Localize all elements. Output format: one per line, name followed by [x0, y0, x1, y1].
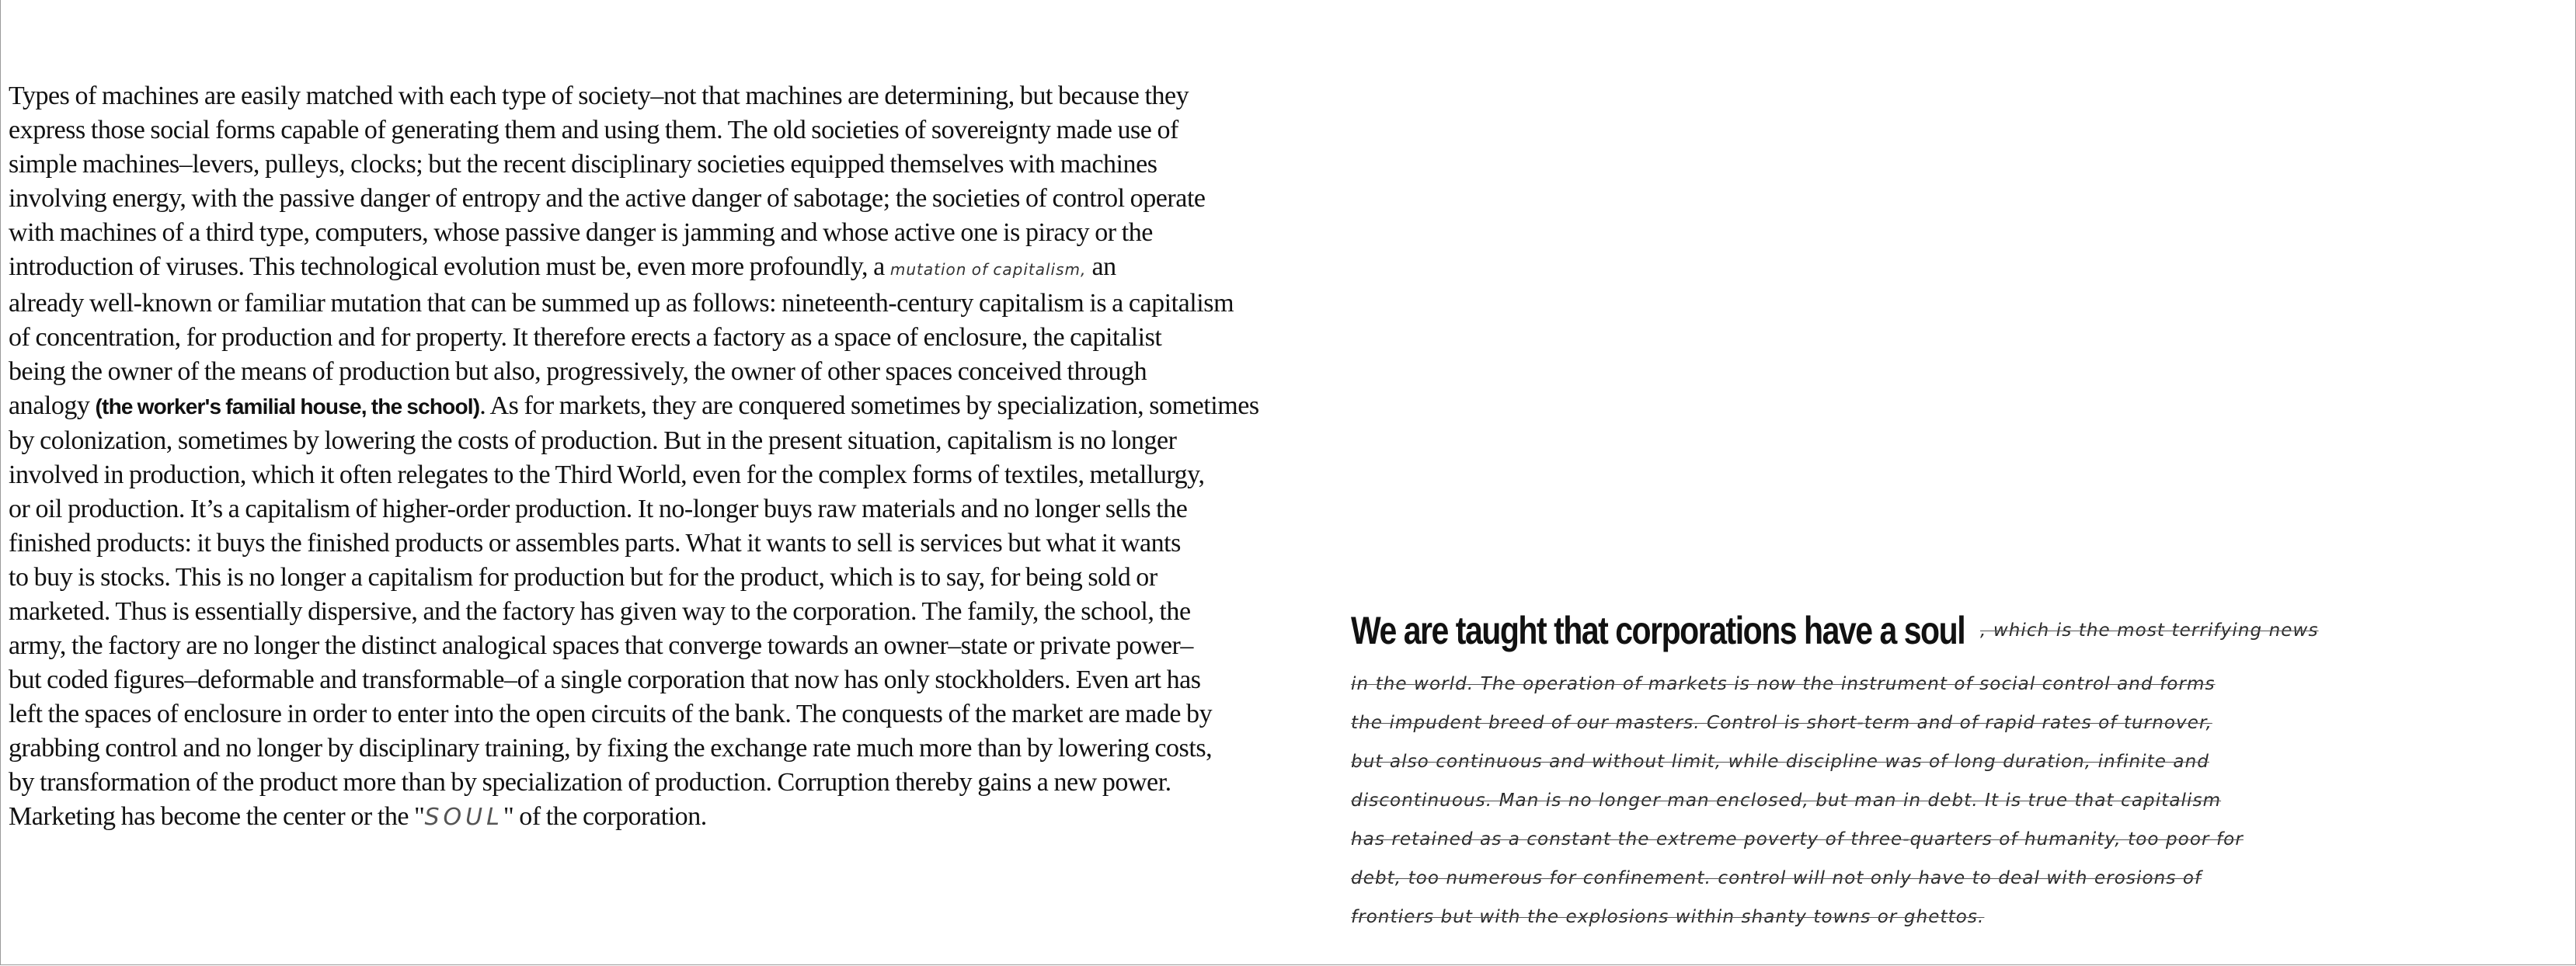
text-line-1: Types of machines are easily matched with each type of society–not that machines are determining, but because they: [9, 82, 1189, 110]
text-line-6-end: an: [1086, 252, 1116, 281]
text-line-6: [9, 250, 1298, 287]
text-line-12: involved in production, which it often relegates to the Third World, even for the complex forms of textiles, metallurgy,: [9, 460, 1205, 489]
text-line-11: by colonization, sometimes by lowering the costs of production. But in the present situation, capitalism is no longer: [9, 426, 1177, 455]
text-line-19: left the spaces of enclosure in order to enter into the open circuits of the bank. The conquests of the market are made by: [9, 700, 1213, 728]
text-line-17: army, the factory are no longer the distinct analogical spaces that converge towards an owner–state or private power–: [9, 631, 1193, 660]
bold-parenthetical: (the worker's familial house, the school): [95, 394, 480, 419]
text-line-16: marketed. Thus is essentially dispersive, and the factory has given way to the corporation. The family, the school, the: [9, 597, 1191, 626]
handwritten-line-1: in the world. The operation of markets is now the instrument of social control and forms: [1351, 674, 2216, 694]
text-line-10-start: analogy: [9, 391, 96, 420]
handwritten-line-2: the impudent breed of our masters. Control is short-term and of rapid rates of turnover,: [1351, 713, 2212, 733]
spacer: [1351, 655, 2438, 665]
handwritten-soul-word: SOUL: [424, 804, 503, 831]
handwritten-line-7: frontiers but with the explosions within shanty towns or ghettos.: [1351, 907, 1985, 927]
text-line-22-end: " of the corporation.: [503, 802, 707, 831]
handwritten-headline-tail: , which is the most terrifying news: [1980, 620, 2319, 641]
text-line-10-end: . As for markets, they are conquered sometimes by specialization, sometimes: [479, 391, 1259, 420]
text-line-3: simple machines–levers, pulleys, clocks; but the recent disciplinary societies equipped themselves with machines: [9, 150, 1157, 179]
text-line-9: being the owner of the means of production but also, progressively, the owner of other spaces conceived through: [9, 357, 1147, 386]
headline-row: [1351, 606, 2438, 655]
handwritten-line-6: debt, too numerous for confinement. control will not only have to deal with erosions of: [1351, 868, 2202, 888]
handwritten-line-3: but also continuous and without limit, while discipline was of long duration, infinite and: [1351, 752, 2209, 772]
text-line-2: express those social forms capable of generating them and using them. The old societies of sovereignty made use of: [9, 116, 1178, 144]
text-line-8: of concentration, for production and for property. It therefore erects a factory as a space of enclosure, the capitalist: [9, 323, 1162, 352]
text-line-22: [9, 800, 1298, 835]
handwritten-mutation-phrase: mutation of capitalism,: [889, 260, 1087, 279]
handwritten-line-4: discontinuous. Man is no longer man enclosed, but man in debt. It is true that capitalism: [1351, 791, 2222, 811]
text-line-4: involving energy, with the passive danger of entropy and the active danger of sabotage; the societies of control operate: [9, 184, 1206, 213]
left-text-column: [9, 79, 1298, 835]
text-line-7: already well-known or familiar mutation that can be summed up as follows: nineteenth-century capitalism is a capitalism: [9, 289, 1234, 318]
text-line-21: by transformation of the product more than by specialization of production. Corruption thereby gains a new power.: [9, 768, 1171, 797]
headline: We are taught that corporations have a soul: [1351, 609, 1965, 652]
text-line-18: but coded figures–deformable and transformable–of a single corporation that now has only stockholders. Even art has: [9, 665, 1201, 694]
text-line-14: finished products: it buys the finished products or assembles parts. What it wants to sell is services but what it wants: [9, 529, 1181, 558]
text-line-20: grabbing control and no longer by disciplinary training, by fixing the exchange rate much more than by lowering costs,: [9, 734, 1213, 763]
text-line-22-start: Marketing has become the center or the ": [9, 802, 425, 831]
text-line-10: [9, 389, 1298, 424]
text-line-15: to buy is stocks. This is no longer a capitalism for production but for the product, which is to say, for being sold or: [9, 563, 1157, 592]
text-line-13: or oil production. It’s a capitalism of higher-order production. It no-longer buys raw materials and no longer sells the: [9, 495, 1188, 523]
text-line-5: with machines of a third type, computers, whose passive danger is jamming and whose active one is piracy or the: [9, 218, 1153, 247]
text-line-6-start: introduction of viruses. This technological evolution must be, even more profoundly, a: [9, 252, 890, 281]
handwritten-line-5: has retained as a constant the extreme poverty of three-quarters of humanity, too poor for: [1351, 829, 2244, 850]
right-text-column: [1351, 606, 2438, 936]
